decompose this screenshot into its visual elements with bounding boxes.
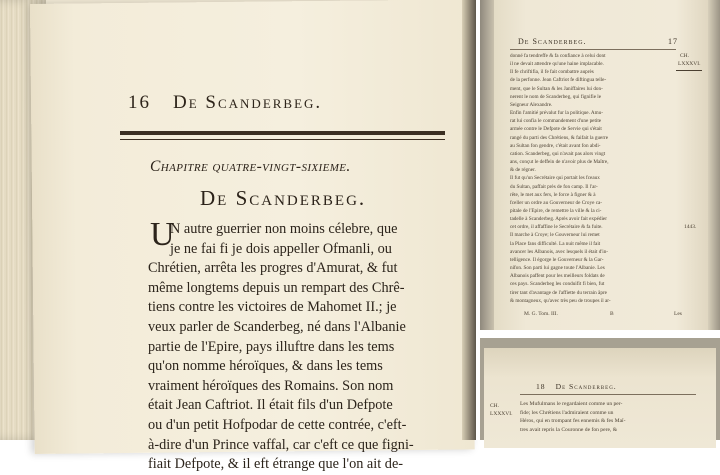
text-line: rat lui confia le commandement d'une petite xyxy=(510,118,602,125)
double-rule-thin xyxy=(120,139,445,140)
photo-separator-horizontal xyxy=(480,330,720,338)
running-head xyxy=(536,382,706,391)
text-line: avancer les Albanois, avec lesquels il était d'in- xyxy=(510,248,609,255)
text-line: je ne fai fi je dois appeller Ofmanli, ou xyxy=(170,240,392,257)
text-line: du Sultan, paffait près de fon camp. Il l'ar- xyxy=(510,183,598,190)
head-rule xyxy=(510,49,676,50)
double-rule-thick xyxy=(120,131,445,135)
running-head-title: De Scanderbeg. xyxy=(173,92,323,113)
text-line: Albanois paffent pour les meilleurs foldats de xyxy=(510,273,605,280)
body-text xyxy=(520,400,700,434)
text-line: ment, que le Sultan & les Janiffaires lui don- xyxy=(510,85,603,92)
text-line: nifon. Son parti lui gagne toute l'Albanie. Les xyxy=(510,265,605,272)
text-line: vraiment héroïques des Romains. Son nom xyxy=(148,377,394,394)
margin-note-year: 1443. xyxy=(684,224,697,230)
text-line: & de régner. xyxy=(510,167,536,174)
text-line: cation. Scanderbeg, qui n'avait pas alors vingt xyxy=(510,150,606,157)
text-line: N autre guerrier non moins célebre, que xyxy=(170,221,398,237)
footer-signature: B xyxy=(610,311,614,317)
text-line: & montagneux, qu'avec très peu de troupes il ar- xyxy=(510,297,611,304)
text-line: cet ordre, il affaffine le Secrétaire & fa fuite. xyxy=(510,224,603,231)
text-line: au Sultan fon gendre, c'était avant fon abdi- xyxy=(510,142,601,149)
margin-note-roman: LXXXVI. xyxy=(678,61,701,67)
head-rule xyxy=(520,394,696,395)
text-line: qu'on nomme héroïques, & dans les tems xyxy=(148,358,383,375)
text-line: nerent le nom de Scanderbeg, qui fignifie le xyxy=(510,93,602,100)
text-line: de la perfonne. Jean Caftriot fe diftingua telle- xyxy=(510,77,607,84)
footer-volume: M. G. Tom. III. xyxy=(524,311,558,317)
text-line: Héros, qui en trompant fes ennemis & fes Maî- xyxy=(520,418,626,425)
bottom-right-page-photo xyxy=(480,338,720,440)
text-line: Il fe chriftifia, il fe fait combattre auprès xyxy=(510,69,594,76)
margin-note-roman: LXXXVI. xyxy=(490,411,513,417)
body-text xyxy=(510,52,680,305)
margin-note-chapter: CH. xyxy=(680,53,690,59)
page-number: 16 xyxy=(128,92,151,113)
text-line: veux parler de Scanderbeg, né dans l'Albanie xyxy=(148,318,406,335)
text-line: ou d'un petit Hofpodar de cette contrée, c'eft- xyxy=(148,416,407,433)
text-line: fiait Defpote, & il eft étrange que l'on ait de- xyxy=(148,456,404,473)
text-line: même longtems depuis un rempart des Chrê- xyxy=(148,279,405,296)
text-line: était Jean Caftriot. Il était fils d'un Defpote xyxy=(148,397,393,414)
text-line: Il marche à Croye; le Gouverneur lui remet xyxy=(510,232,600,239)
text-line: fide; les Chrétiens l'admiraient comme un xyxy=(520,409,614,416)
text-line: Enfin l'amitié prévalut fur la politique. Amu- xyxy=(510,110,603,117)
running-head xyxy=(128,92,428,114)
text-line: Il fut qu'un Secrétaire qui portait les fceaux xyxy=(510,175,600,182)
footer-catchword: Les xyxy=(674,311,682,317)
text-line: armée contre le Defpote de Servie qui s'était xyxy=(510,126,602,133)
text-line: Chrétien, arrêta les progres d'Amurat, & fut xyxy=(148,260,398,277)
page-shadow-left xyxy=(480,0,494,330)
text-line: à-dire d'un Prince vaffal, car c'eft ce que figni- xyxy=(148,436,414,453)
text-line: la Place fans difficulté. La nuit même il fait xyxy=(510,240,601,247)
text-line: rangé du parti des Chrétiens, & faifait la guerre xyxy=(510,134,609,141)
page-number: 18 xyxy=(536,382,546,391)
page-shadow-right xyxy=(708,0,720,330)
text-line: donné fa tendreffe & fa confiance à celui dont xyxy=(510,53,606,59)
running-head xyxy=(518,37,698,46)
text-line: il ne devait attendre qu'une haine implacable. xyxy=(510,61,604,68)
text-line: ans, conçut le deffein de n'avoir plus de Maître, xyxy=(510,159,609,166)
text-line: partie de l'Epire, pays illuftre dans les tems xyxy=(148,338,395,355)
running-head-title: De Scanderbeg. xyxy=(555,382,617,391)
margin-note-chapter: CH. xyxy=(490,403,500,409)
top-right-page-photo xyxy=(480,0,720,330)
book-gutter-edge xyxy=(462,0,476,440)
body-text xyxy=(148,216,460,475)
text-line: fceller un ordre au Gouverneur de Croye ca- xyxy=(510,199,603,206)
chapter-title: Chapitre quatre-vingt-sixieme. xyxy=(150,158,351,175)
page-number: 17 xyxy=(668,37,678,46)
drop-cap: U xyxy=(150,216,175,253)
chapter-subtitle: De Scanderbeg. xyxy=(200,186,367,210)
text-line: tadelle à Scanderbeg. Après avoir fait expédier xyxy=(510,216,607,223)
text-line: rête, le met aux fers, le force à figner & à xyxy=(510,191,596,198)
text-line: tirer tant d'avantage de l'affiette du terrain âpre xyxy=(510,289,607,296)
text-line: Seigneur Alexandre. xyxy=(510,101,553,108)
text-line: tres avait repris la Couronne de fon pere, & xyxy=(520,426,618,433)
text-line: telligence. Il égorge le Gouverneur & la Gar- xyxy=(510,256,604,263)
text-line: pitale de l'Epire, de remettre la ville & la ci- xyxy=(510,207,602,214)
text-line: ces pays. Scanderbeg les conduifit fi bien, fut xyxy=(510,281,605,288)
text-line: Les Mufulmans le regardaient comme un per- xyxy=(520,401,623,407)
running-head-title: De Scanderbeg. xyxy=(518,37,587,46)
text-line: tiens contre les victoires de Mahomet II.; je xyxy=(148,299,397,316)
